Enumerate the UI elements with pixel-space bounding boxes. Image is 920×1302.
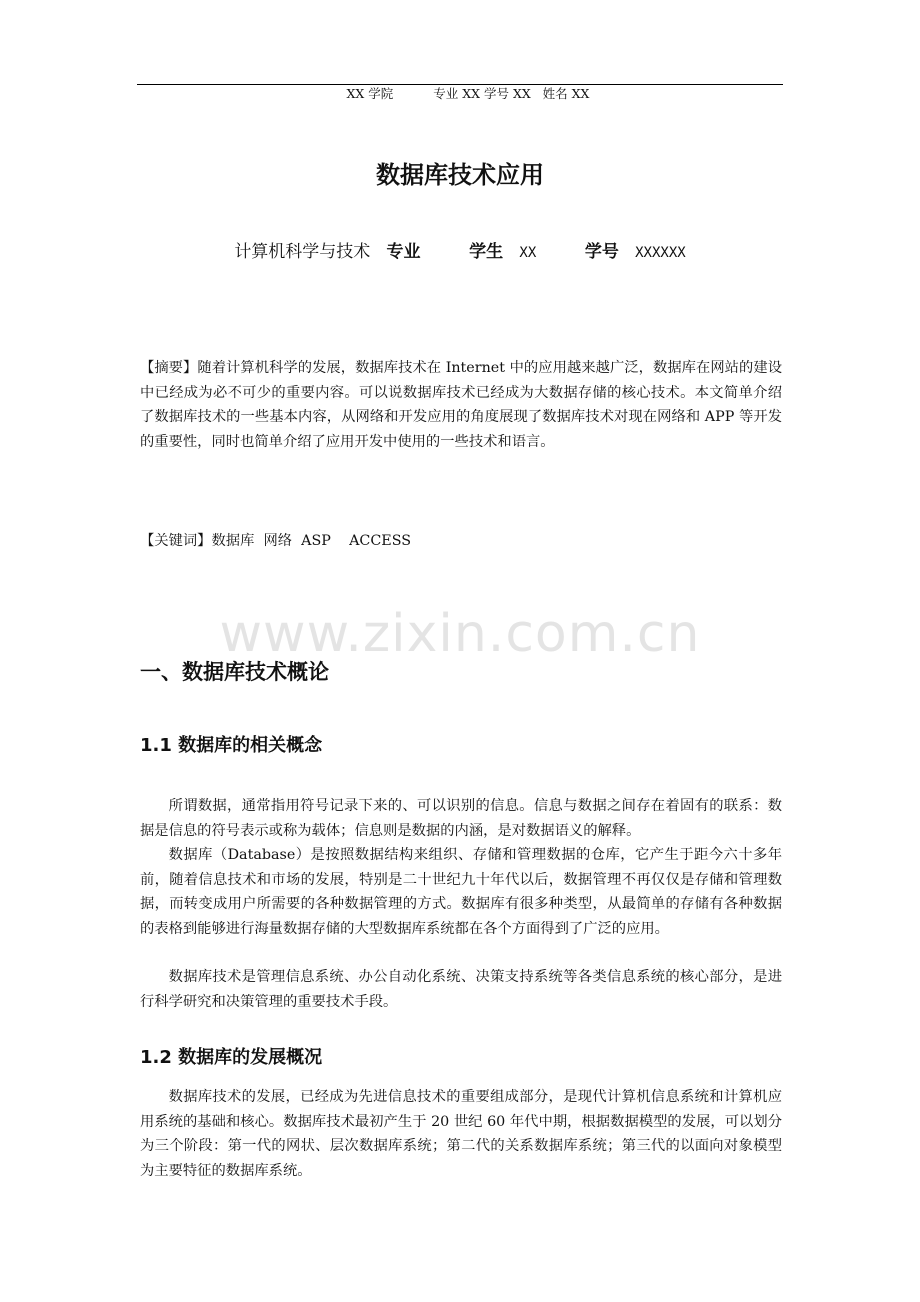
header-right: 专业 XX 学号 XX 姓名 XX: [433, 86, 590, 101]
section-heading: 一、数据库技术概论: [140, 660, 329, 684]
body-paragraph: 数据库（Database）是按照数据结构来组织、存储和管理数据的仓库，它产生于距今六十多年前，随着信息技术和市场的发展，特别是二十世纪九十年代以后，数据管理不再仅仅是存储和管理数据，而转变成用户所需要的各种数据管理的方式。数据库有很多种类型，从最简单的存储有各种数据的表格到能够进行海量数据存储的大型数据库系统都在各个方面得到了广泛的应用。: [140, 847, 782, 937]
author-line: [0, 240, 920, 265]
student-id-label: 学号: [584, 242, 619, 262]
header-left: XX 学院: [346, 86, 394, 101]
major-label: 专业: [386, 242, 421, 262]
subsection-heading-1-1: 1.1 数据库的相关概念: [140, 735, 323, 756]
subsection-heading-1-2: 1.2 数据库的发展概况: [140, 1047, 323, 1068]
student-label: 学生: [469, 242, 504, 262]
running-header: [137, 64, 783, 101]
keywords: 【关键词】数据库 网络 ASP ACCESS: [140, 533, 412, 549]
body-paragraph: 数据库技术的发展，已经成为先进信息技术的重要组成部分，是现代计算机信息系统和计算机应用系统的基础和核心。数据库技术最初产生于 20 世纪 60 年代中期，根据数据模型的发展，可以划分为三个阶段：第一代的网状、层次数据库系统；第二代的关系数据库系统；第三代的以面向对象模型为主要特征的数据库系统。: [140, 1089, 782, 1179]
student-value: XX: [519, 245, 537, 261]
body-paragraph: 所谓数据，通常指用符号记录下来的、可以识别的信息。信息与数据之间存在着固有的联系：数据是信息的符号表示或称为载体；信息则是数据的内涵，是对数据语义的解释。: [140, 798, 782, 839]
student-id-value: XXXXXX: [635, 245, 686, 261]
major-value: 计算机科学与技术: [234, 242, 371, 262]
body-paragraph: 数据库技术是管理信息系统、办公自动化系统、决策支持系统等各类信息系统的核心部分，是进行科学研究和决策管理的重要技术手段。: [140, 969, 782, 1010]
abstract: 【摘要】随着计算机科学的发展，数据库技术在 Internet 中的应用越来越广泛，数据库在网站的建设中已经成为必不可少的重要内容。可以说数据库技术已经成为大数据存储的核心技术。本文简单介绍了数据库技术的一些基本内容，从网络和开发应用的角度展现了数据库技术对现在网络和 APP 等开发的重要性，同时也简单介绍了应用开发中使用的一些技术和语言。: [140, 360, 782, 450]
watermark: www.zixin.com.cn: [219, 604, 701, 664]
document-title: 数据库技术应用: [376, 161, 544, 189]
